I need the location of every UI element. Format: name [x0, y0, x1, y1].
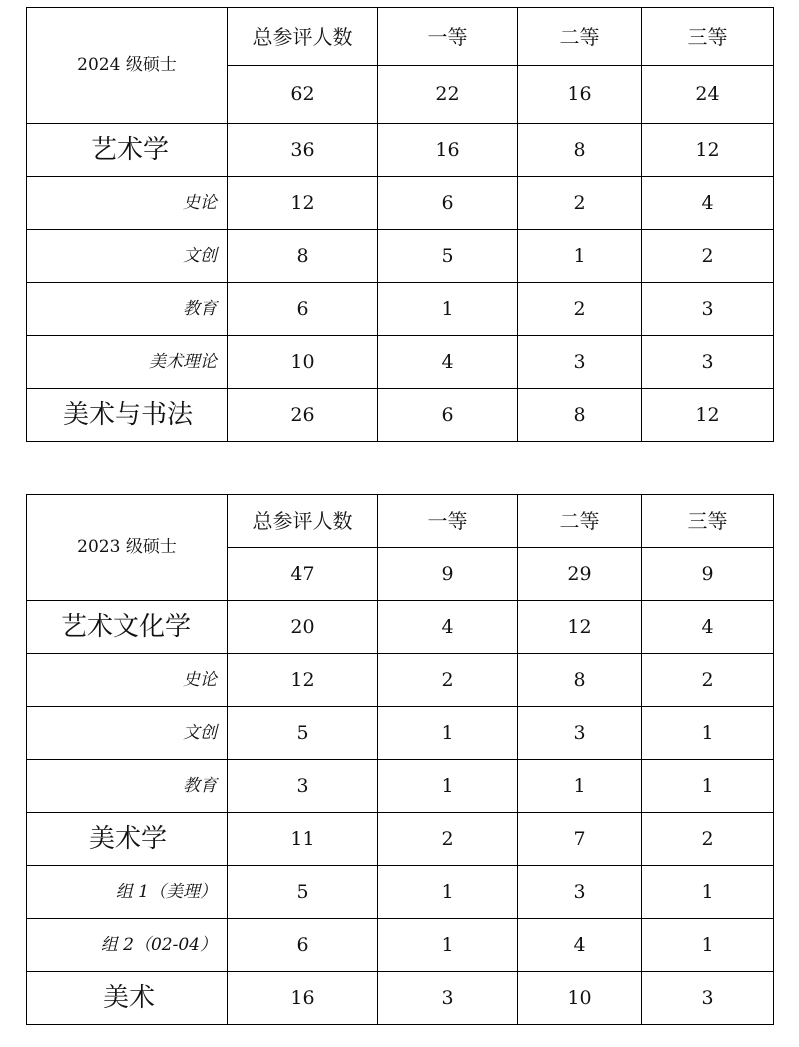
table-2024	[26, 7, 774, 442]
value-cell: 26	[228, 389, 378, 442]
table-row	[27, 654, 774, 707]
subcategory-label: 组 2（02-04）	[27, 919, 228, 972]
value-cell: 3	[642, 336, 774, 389]
total-cell: 29	[518, 548, 642, 601]
value-cell: 12	[642, 389, 774, 442]
subcategory-label: 史论	[27, 177, 228, 230]
value-cell: 12	[642, 124, 774, 177]
value-cell: 3	[518, 707, 642, 760]
value-cell: 36	[228, 124, 378, 177]
total-cell: 16	[518, 66, 642, 124]
table-row	[27, 707, 774, 760]
category-label: 美术学	[27, 813, 228, 866]
subcategory-label: 教育	[27, 760, 228, 813]
value-cell: 6	[378, 177, 518, 230]
category-label: 艺术学	[27, 124, 228, 177]
value-cell: 1	[378, 283, 518, 336]
subcategory-label: 史论	[27, 654, 228, 707]
value-cell: 1	[642, 760, 774, 813]
value-cell: 1	[642, 707, 774, 760]
column-header: 二等	[518, 495, 642, 548]
category-label: 美术与书法	[27, 389, 228, 442]
value-cell: 16	[228, 972, 378, 1025]
value-cell: 1	[518, 760, 642, 813]
value-cell: 2	[642, 813, 774, 866]
value-cell: 12	[228, 177, 378, 230]
value-cell: 10	[518, 972, 642, 1025]
value-cell: 4	[642, 601, 774, 654]
value-cell: 3	[378, 972, 518, 1025]
value-cell: 1	[378, 707, 518, 760]
value-cell: 8	[518, 654, 642, 707]
total-cell: 9	[378, 548, 518, 601]
table-row	[27, 336, 774, 389]
table-row	[27, 389, 774, 442]
column-header: 总参评人数	[228, 495, 378, 548]
value-cell: 3	[228, 760, 378, 813]
table-row	[27, 601, 774, 654]
value-cell: 8	[518, 389, 642, 442]
table-body	[27, 495, 774, 1025]
value-cell: 8	[518, 124, 642, 177]
subcategory-label: 美术理论	[27, 336, 228, 389]
value-cell: 5	[228, 866, 378, 919]
table-row	[27, 177, 774, 230]
value-cell: 7	[518, 813, 642, 866]
value-cell: 2	[518, 283, 642, 336]
column-header: 一等	[378, 8, 518, 66]
value-cell: 3	[642, 283, 774, 336]
table-row	[27, 760, 774, 813]
value-cell: 16	[378, 124, 518, 177]
table-row	[27, 866, 774, 919]
header-row	[27, 495, 774, 548]
value-cell: 1	[642, 919, 774, 972]
value-cell: 2	[642, 654, 774, 707]
value-cell: 2	[642, 230, 774, 283]
subcategory-label: 教育	[27, 283, 228, 336]
value-cell: 1	[378, 919, 518, 972]
value-cell: 3	[518, 336, 642, 389]
value-cell: 20	[228, 601, 378, 654]
table-row	[27, 919, 774, 972]
value-cell: 1	[378, 760, 518, 813]
value-cell: 1	[518, 230, 642, 283]
value-cell: 8	[228, 230, 378, 283]
table-2023	[26, 494, 774, 1025]
total-cell: 22	[378, 66, 518, 124]
column-header: 一等	[378, 495, 518, 548]
subcategory-label: 文创	[27, 707, 228, 760]
value-cell: 5	[228, 707, 378, 760]
value-cell: 3	[642, 972, 774, 1025]
value-cell: 4	[518, 919, 642, 972]
value-cell: 1	[642, 866, 774, 919]
value-cell: 4	[642, 177, 774, 230]
value-cell: 2	[378, 654, 518, 707]
value-cell: 12	[228, 654, 378, 707]
value-cell: 5	[378, 230, 518, 283]
table-body	[27, 8, 774, 442]
column-header: 总参评人数	[228, 8, 378, 66]
value-cell: 4	[378, 601, 518, 654]
total-cell: 9	[642, 548, 774, 601]
category-label: 美术	[27, 972, 228, 1025]
value-cell: 4	[378, 336, 518, 389]
value-cell: 10	[228, 336, 378, 389]
value-cell: 6	[228, 283, 378, 336]
column-header: 三等	[642, 495, 774, 548]
value-cell: 11	[228, 813, 378, 866]
value-cell: 1	[378, 866, 518, 919]
value-cell: 6	[378, 389, 518, 442]
table-row	[27, 972, 774, 1025]
value-cell: 6	[228, 919, 378, 972]
total-cell: 62	[228, 66, 378, 124]
subcategory-label: 组 1（美理）	[27, 866, 228, 919]
header-row	[27, 8, 774, 66]
column-header: 三等	[642, 8, 774, 66]
table-row	[27, 230, 774, 283]
table-row	[27, 124, 774, 177]
column-header: 二等	[518, 8, 642, 66]
table-title: 2024 级硕士	[27, 8, 228, 124]
value-cell: 3	[518, 866, 642, 919]
subcategory-label: 文创	[27, 230, 228, 283]
table-title: 2023 级硕士	[27, 495, 228, 601]
table-row	[27, 813, 774, 866]
table-row	[27, 283, 774, 336]
total-cell: 47	[228, 548, 378, 601]
value-cell: 12	[518, 601, 642, 654]
category-label: 艺术文化学	[27, 601, 228, 654]
value-cell: 2	[378, 813, 518, 866]
total-cell: 24	[642, 66, 774, 124]
value-cell: 2	[518, 177, 642, 230]
